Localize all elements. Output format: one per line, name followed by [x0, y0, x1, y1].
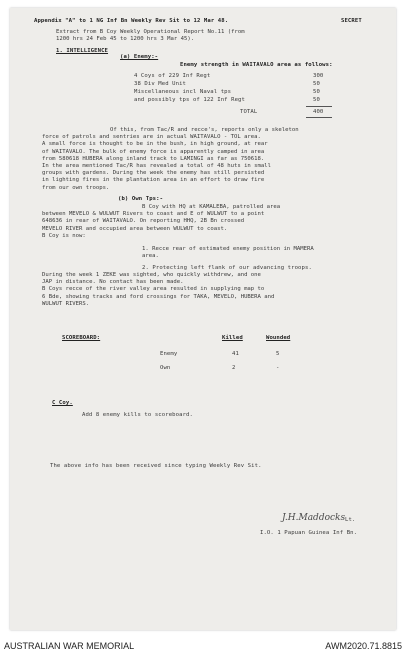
- text-line: from 580618 HUBERA along inland track to LAMINGI as far as 750618.: [42, 155, 265, 162]
- section-heading-intelligence: 1. INTELLIGENCE: [56, 48, 109, 54]
- strength-unit: 38 Div Med Unit: [134, 81, 187, 87]
- strength-value: 50: [313, 89, 320, 95]
- text-line: 648636 in rear of WAITAVALO. On reporting HHQ, 2B Bn crossed: [42, 218, 245, 225]
- text-line: B Coys recce of the river valley area resulted in supplying map to: [42, 286, 265, 293]
- archive-name: AUSTRALIAN WAR MEMORIAL: [4, 641, 135, 651]
- section-heading-c-coy: C Coy.: [52, 400, 73, 406]
- document-title: Appendix "A" to 1 NG Inf Bn Weekly Rev Sit to 12 Mar 48.: [34, 18, 229, 24]
- text-line: During the week 1 ZEKE was sighted, who quickly withdrew, and one: [42, 272, 261, 278]
- strength-unit: 4 Coys of 229 Inf Regt: [134, 73, 211, 79]
- row-label: Own: [160, 365, 171, 371]
- archive-reference: AWM2020.71.8815: [325, 641, 402, 651]
- c-coy-text: Add 8 enemy kills to scoreboard.: [82, 412, 193, 418]
- strength-value: 50: [313, 81, 320, 87]
- text-line: B Coy is now:: [42, 232, 86, 239]
- col-wounded: Wounded: [266, 335, 291, 341]
- intro-line: 1200 hrs 24 Feb 45 to 1200 hrs 3 Mar 45).: [56, 36, 195, 43]
- row-label: Enemy: [160, 351, 178, 357]
- text-line: In the area mentioned Tac/R has revealed a total of 48 huts in small: [42, 163, 272, 170]
- document-page: [10, 8, 396, 630]
- enemy-strength-lead: Enemy strength in WAITAVALO area as follows:: [180, 62, 333, 68]
- strength-unit: Miscellaneous incl Naval tps: [134, 89, 232, 95]
- own-troops-paragraph: [42, 204, 280, 240]
- text-line: B Coy with HQ at KAMALEBA, patrolled area: [142, 204, 281, 210]
- intro-line: Extract from B Coy Weekly Operational Report No.11 (from: [56, 29, 245, 35]
- text-line: of WAITAVALO. The bulk of enemy force is apparently camped in area: [42, 148, 265, 155]
- total-label: TOTAL: [240, 109, 258, 115]
- text-line: 1. Recce rear of estimated enemy position in MAMERA: [142, 246, 314, 252]
- sum-rule: [306, 106, 332, 107]
- task-item-1: [142, 246, 314, 260]
- text-line: 6 Bde, showing tracks and ford crossings for TAKA, MEVELO, HUBERA and: [42, 293, 275, 300]
- killed-value: 2: [232, 365, 236, 371]
- signature-line: I.O. 1 Papuan Guinea Inf Bn.: [260, 530, 358, 536]
- killed-value: 41: [232, 351, 239, 357]
- strength-value: 50: [313, 97, 320, 103]
- text-line: MEVELO RIVER and occupied area between WULWUT to coast.: [42, 225, 228, 232]
- contact-paragraph: [42, 272, 274, 308]
- text-line: between MEVELO & WULWUT Rivers to coast and E of WULWUT to a point: [42, 211, 265, 218]
- intro-text: [56, 29, 245, 43]
- text-line: area.: [142, 253, 159, 260]
- strength-unit: and possibly tps of 122 Inf Regt: [134, 97, 245, 103]
- col-killed: Killed: [222, 335, 243, 341]
- text-line: force of patrols and sentries are in actual WAITAVALO - TOL area.: [42, 134, 261, 141]
- task-item-2: 2. Protecting left flank of our advancing troops.: [142, 265, 312, 271]
- wounded-value: 5: [276, 351, 280, 357]
- total-rule: [306, 117, 332, 118]
- wounded-value: -: [276, 365, 280, 371]
- text-line: groups with gardens. During the week the enemy has still persisted: [42, 170, 265, 177]
- text-line: from our own troops.: [42, 184, 110, 191]
- enemy-paragraph: [42, 127, 299, 192]
- classification-label: SECRET: [341, 18, 362, 24]
- scoreboard-label: SCOREBOARD:: [62, 335, 101, 341]
- text-line: JAP in distance. No contact has been made.: [42, 279, 184, 286]
- total-value: 400: [313, 109, 324, 115]
- info-note-text: The above info has been received since typing Weekly Rev Sit.: [50, 463, 262, 469]
- subheading-enemy: (a) Enemy:-: [120, 54, 159, 60]
- text-line: WULWUT RIVERS.: [42, 300, 90, 307]
- signature: J.H.Maddocks: [282, 513, 346, 523]
- strength-value: 300: [313, 73, 324, 79]
- text-line: Of this, from Tac/R and recce's, reports only a skeleton: [110, 127, 299, 133]
- subheading-own-troops: (b) Own Tps:-: [118, 196, 164, 202]
- text-line: A small force is thought to be in the bush, in high ground, at rear: [42, 141, 268, 148]
- archive-footer: [0, 636, 406, 653]
- signature-rank: Lt.: [345, 517, 356, 523]
- text-line: in lighting fires in the plantation area in an effort to draw fire: [42, 177, 265, 184]
